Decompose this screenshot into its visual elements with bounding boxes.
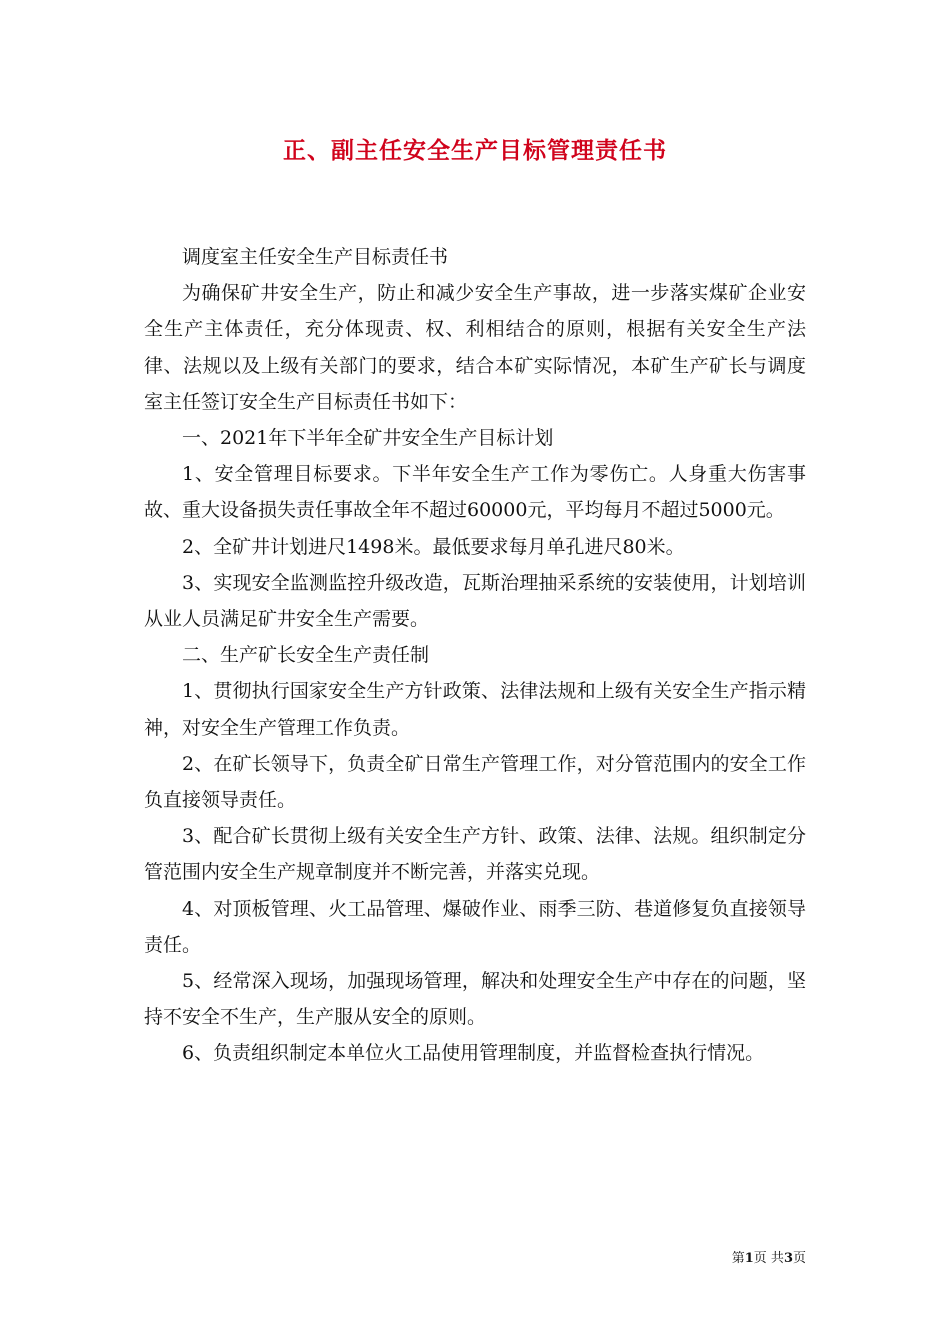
document-body xyxy=(144,239,806,1072)
paragraph-subtitle: 调度室主任安全生产目标责任书 xyxy=(182,246,449,268)
paragraph-item: 3、实现安全监测监控升级改造，瓦斯治理抽采系统的安装使用，计划培训从业人员满足矿井安全生产需要。 xyxy=(144,571,806,631)
section-heading-2: 二、生产矿长安全生产责任制 xyxy=(182,644,430,667)
paragraph-item: 2、在矿长领导下，负责全矿日常生产管理工作，对分管范围内的安全工作负直接领导责任。 xyxy=(144,752,806,812)
paragraph-item: 4、对顶板管理、火工品管理、爆破作业、雨季三防、巷道修复负直接领导责任。 xyxy=(144,897,806,956)
paragraph-item: 6、负责组织制定本单位火工品使用管理制度，并监督检查执行情况。 xyxy=(182,1042,765,1065)
paragraph-item: 2、全矿井计划进尺1498米。最低要求每月单孔进尺80米。 xyxy=(182,535,685,558)
footer-prefix: 第 xyxy=(731,1251,745,1266)
section-heading-1: 一、2021年下半年全矿井安全生产目标计划 xyxy=(182,427,554,450)
paragraph-intro: 为确保矿井安全生产，防止和减少安全生产事故，进一步落实煤矿企业安全生产主体责任，充分体现责、权、利相结合的原则，根据有关安全生产法律、法规以及上级有关部门的要求，结合本矿实际情况，本矿生产矿长与调度室主任签订安全生产目标责任书如下： xyxy=(144,282,806,413)
footer-total-pages: 3 xyxy=(783,1251,793,1266)
page-number-footer xyxy=(690,1247,806,1266)
footer-current-page: 1 xyxy=(744,1251,754,1266)
paragraph-item: 1、贯彻执行国家安全生产方针政策、法律法规和上级有关安全生产指示精神，对安全生产管理工作负责。 xyxy=(144,680,806,739)
footer-suffix: 页 xyxy=(792,1251,806,1266)
document-title: 正、副主任安全生产目标管理责任书 xyxy=(283,137,667,164)
paragraph-item: 3、配合矿长贯彻上级有关安全生产方针、政策、法律、法规。组织制定分管范围内安全生产规章制度并不断完善，并落实兑现。 xyxy=(144,825,806,884)
paragraph-item: 1、安全管理目标要求。下半年安全生产工作为零伤亡。人身重大伤害事故、重大设备损失责任事故全年不超过60000元，平均每月不超过5000元。 xyxy=(144,463,806,522)
footer-middle: 页 共 xyxy=(753,1251,784,1266)
paragraph-item: 5、经常深入现场，加强现场管理，解决和处理安全生产中存在的问题，坚持不安全不生产，生产服从安全的原则。 xyxy=(144,970,806,1029)
